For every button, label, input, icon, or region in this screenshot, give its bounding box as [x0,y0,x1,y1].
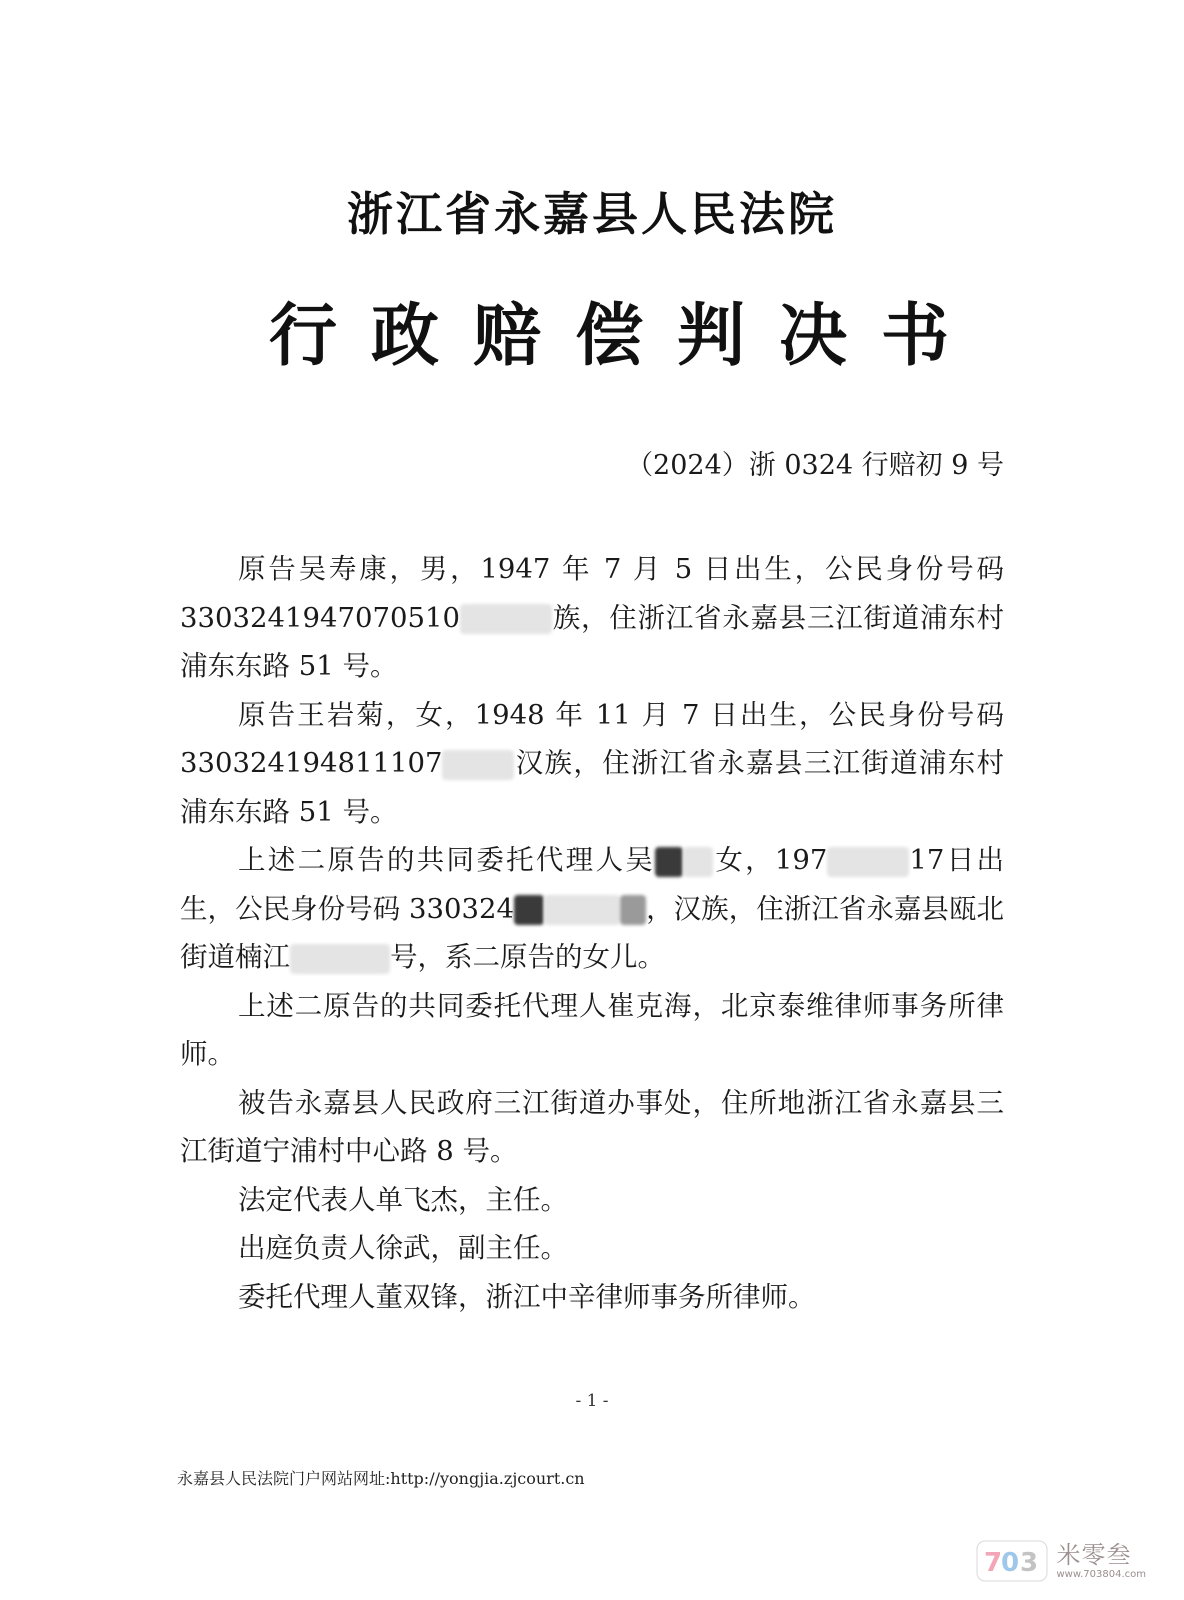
watermark [976,1540,1146,1582]
redaction [683,847,713,877]
redaction [620,895,646,925]
document-title: 行政赔偿判决书 [268,297,983,376]
redaction [544,895,620,925]
agent-1-paragraph [180,836,1004,982]
svg-text:0: 0 [1001,1548,1020,1578]
page-number: - 1 - [575,1391,609,1411]
redaction [655,847,683,877]
legal-representative-paragraph: 法定代表人单飞杰，主任。 [238,1183,568,1216]
document-body [180,545,1004,1321]
footer-website: 永嘉县人民法院门户网站网址:http://yongjia.zjcourt.cn [177,1469,585,1488]
watermark-name: 米零叁 [1056,1540,1132,1569]
agent-1-text-b: 女，197 [713,844,828,876]
redaction [514,895,544,925]
svg-text:3: 3 [1020,1548,1039,1578]
redaction [290,944,390,974]
case-number: （2024）浙 0324 行赔初 9 号 [626,450,1004,481]
agent-1-text-e: ，汉族，住浙江省永嘉县瓯北街道楠江 [180,892,1005,973]
plaintiff-1-address: 族，住浙江省永嘉县三江街道浦东村浦东东路 51 号。 [180,601,1004,682]
plaintiff-2-paragraph [180,691,1004,837]
plaintiff-2-text: 原告王岩菊，女，1948 年 11 月 7 日出生，公民身份号码 330324194811107 [180,698,1004,779]
agent-1-text-f: 号，系二原告的女儿。 [390,941,665,973]
redaction [827,847,909,877]
redaction [460,604,552,634]
agent-1-text-c: 17 [909,844,945,876]
agent-1-text-a: 上述二原告的共同委托代理人吴 [238,844,656,876]
plaintiff-2-address: 汉族，住浙江省永嘉县三江街道浦东村浦东东路 51 号。 [180,747,1004,828]
svg-text:7: 7 [984,1548,1003,1578]
court-representative-paragraph: 出庭负责人徐武，副主任。 [238,1232,568,1264]
redaction [442,750,514,780]
defendant-agent-paragraph: 委托代理人董双锋，浙江中辛律师事务所律师。 [238,1280,816,1313]
watermark-site: www.703804.com [1056,1568,1146,1580]
agent-1-text-d: 日出生，公民身份号码 330324 [180,844,1005,925]
plaintiff-1-paragraph [180,545,1004,691]
watermark-logo-icon [976,1540,1048,1582]
defendant-paragraph: 被告永嘉县人民政府三江街道办事处，住所地浙江省永嘉县三江街道宁浦村中心路 8 号。 [180,1086,1004,1167]
court-name: 浙江省永嘉县人民法院 [347,187,837,241]
plaintiff-1-text: 原告吴寿康，男，1947 年 7 月 5 日出生，公民身份号码 3303241947070510 [180,553,1004,634]
agent-2-paragraph: 上述二原告的共同委托代理人崔克海，北京泰维律师事务所律师。 [180,989,1004,1070]
